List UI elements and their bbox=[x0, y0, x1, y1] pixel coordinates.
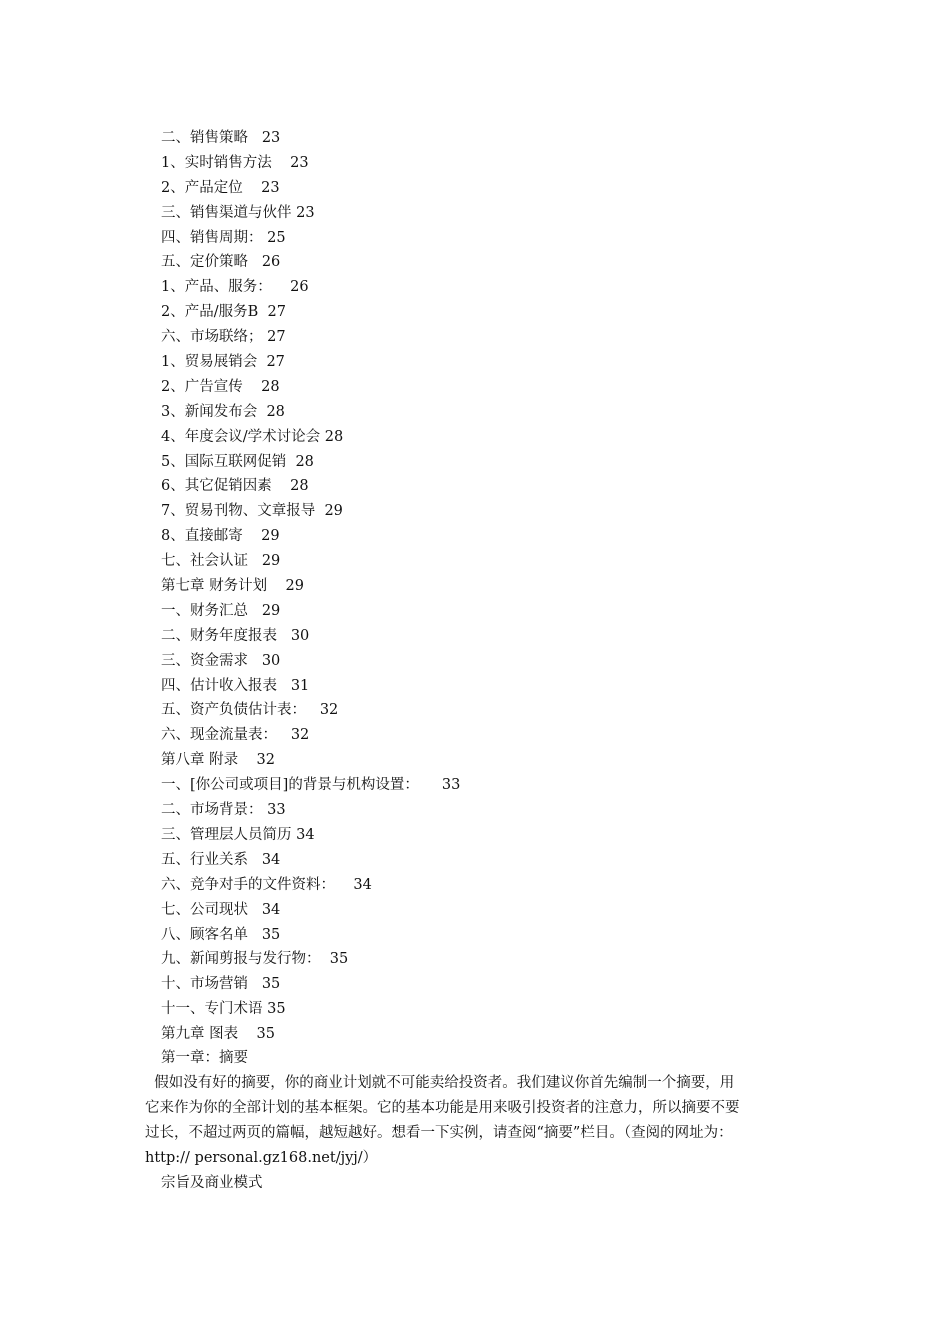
toc-entry: 三、资金需求 30 bbox=[161, 652, 281, 669]
paragraph-line: 假如没有好的摘要，你的商业计划就不可能卖给投资者。我们建议你首先编制一个摘要，用 bbox=[145, 1075, 735, 1091]
toc-entry: 三、销售渠道与伙伴 23 bbox=[161, 204, 315, 221]
toc-entry: 3、新闻发布会 28 bbox=[161, 403, 285, 420]
toc-entry: 7、贸易刊物、文章报导 29 bbox=[161, 503, 343, 520]
section-subheading: 宗旨及商业模式 bbox=[161, 1175, 263, 1191]
toc-entry: 二、销售策略 23 bbox=[161, 130, 281, 146]
toc-entry: 六、市场联络； 27 bbox=[161, 329, 286, 346]
toc-entry: 九、新闻剪报与发行物： 35 bbox=[161, 951, 349, 968]
toc-entry: 第八章 附录 32 bbox=[161, 752, 275, 769]
toc-entry: 六、现金流量表： 32 bbox=[161, 727, 310, 744]
toc-entry: 七、公司现状 34 bbox=[161, 901, 281, 918]
chapter-heading: 第一章：摘要 bbox=[161, 1050, 248, 1066]
toc-entry: 十一、专门术语 35 bbox=[161, 1001, 286, 1018]
toc-entry: 第九章 图表 35 bbox=[161, 1026, 275, 1043]
toc-entry: 六、竞争对手的文件资料： 34 bbox=[161, 876, 372, 893]
paragraph-line: 过长，不超过两页的篇幅，越短越好。想看一下实例，请查阅“摘要”栏目。（查阅的网址为： bbox=[145, 1125, 733, 1141]
toc-entry: 五、定价策略 26 bbox=[161, 254, 281, 271]
toc-entry: 三、管理层人员简历 34 bbox=[161, 826, 315, 843]
toc-entry: 1、产品、服务： 26 bbox=[161, 279, 309, 296]
toc-entry: 第七章 财务计划 29 bbox=[161, 578, 304, 595]
toc-entry: 8、直接邮寄 29 bbox=[161, 528, 280, 545]
toc-entry: 十、市场营销 35 bbox=[161, 976, 281, 993]
toc-entry: 2、产品定位 23 bbox=[161, 179, 280, 196]
toc-entry: 二、市场背景： 33 bbox=[161, 802, 286, 819]
toc-entry: 四、估计收入报表 31 bbox=[161, 677, 310, 694]
toc-entry: 一、财务汇总 29 bbox=[161, 602, 281, 619]
toc-entry: 2、产品/服务B 27 bbox=[161, 304, 286, 321]
toc-entry: 八、顾客名单 35 bbox=[161, 926, 281, 943]
toc-entry: 五、资产负债估计表： 32 bbox=[161, 702, 339, 719]
toc-entry: 6、其它促销因素 28 bbox=[161, 478, 309, 495]
toc-entry: 一、[你公司或项目]的背景与机构设置： 33 bbox=[161, 777, 461, 794]
toc-entry: 四、销售周期： 25 bbox=[161, 229, 286, 246]
toc-entry: 5、国际互联网促销 28 bbox=[161, 453, 314, 470]
paragraph-line: 它来作为你的全部计划的基本框架。它的基本功能是用来吸引投资者的注意力，所以摘要不要 bbox=[145, 1100, 740, 1116]
toc-entry: 4、年度会议/学术讨论会 28 bbox=[161, 428, 344, 445]
toc-entry: 七、社会认证 29 bbox=[161, 553, 281, 570]
paragraph-line: http:// personal.gz168.net/jyj/） bbox=[145, 1150, 378, 1166]
toc-entry: 1、贸易展销会 27 bbox=[161, 354, 285, 371]
toc-entry: 二、财务年度报表 30 bbox=[161, 627, 310, 644]
toc-entry: 2、广告宣传 28 bbox=[161, 378, 280, 395]
toc-entry: 1、实时销售方法 23 bbox=[161, 154, 309, 171]
summary-paragraph bbox=[145, 1071, 810, 1171]
table-of-contents bbox=[161, 126, 460, 1047]
toc-entry: 五、行业关系 34 bbox=[161, 851, 281, 868]
